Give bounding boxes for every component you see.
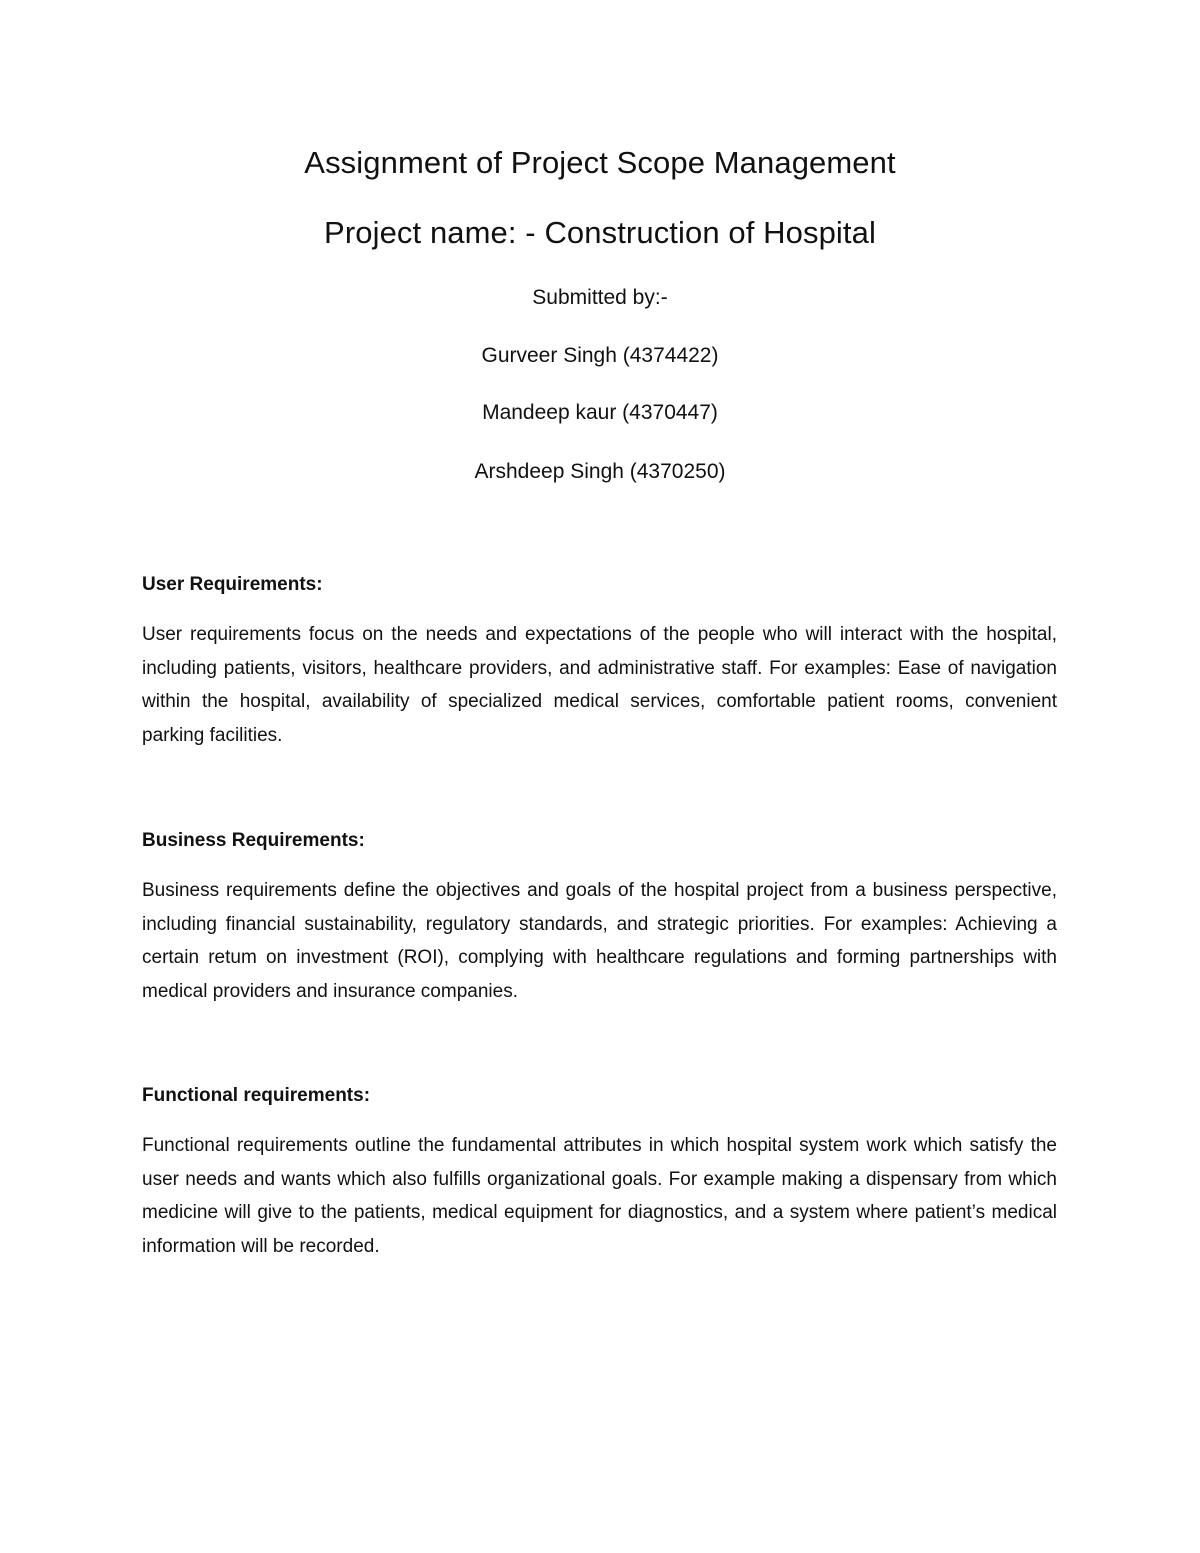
business-requirements-section: [142, 830, 1057, 1008]
document-title: Assignment of Project Scope Management: [304, 145, 896, 180]
section-body: Business requirements define the objectives and goals of the hospital project from a business perspective, including financial sustainability, regulatory standards, and strategic priorities. For examples: Achieving a certain retum on investment (ROI), complying with healthcare regulations and forming partnerships with medical providers and insurance companies.: [142, 880, 1057, 1002]
functional-requirements-section: [142, 1085, 1057, 1263]
section-heading: User Requirements:: [142, 574, 323, 595]
member-name: Arshdeep Singh (4370250): [474, 460, 726, 483]
section-body: Functional requirements outline the fundamental attributes in which hospital system work which satisfy the user needs and wants which also fulfills organizational goals. For example making a dispensary from which medicine will give to the patients, medical equipment for diagnostics, and a system where patient’s medical information will be recorded.: [142, 1135, 1057, 1257]
member-name: Mandeep kaur (4370447): [482, 401, 718, 424]
project-name: Project name: - Construction of Hospital: [324, 215, 876, 250]
member-name: Gurveer Singh (4374422): [481, 344, 719, 367]
section-heading: Functional requirements:: [142, 1085, 371, 1106]
section-heading: Business Requirements:: [142, 830, 365, 851]
user-requirements-section: [142, 574, 1057, 752]
submitted-by-label: Submitted by:-: [532, 286, 668, 309]
section-body: User requirements focus on the needs and expectations of the people who will interact with the hospital, including patients, visitors, healthcare providers, and administrative staff. For examples: Ease of navigation within the hospital, availability of specialized medical services, comfortable patient rooms, convenient parking facilities.: [142, 624, 1057, 746]
